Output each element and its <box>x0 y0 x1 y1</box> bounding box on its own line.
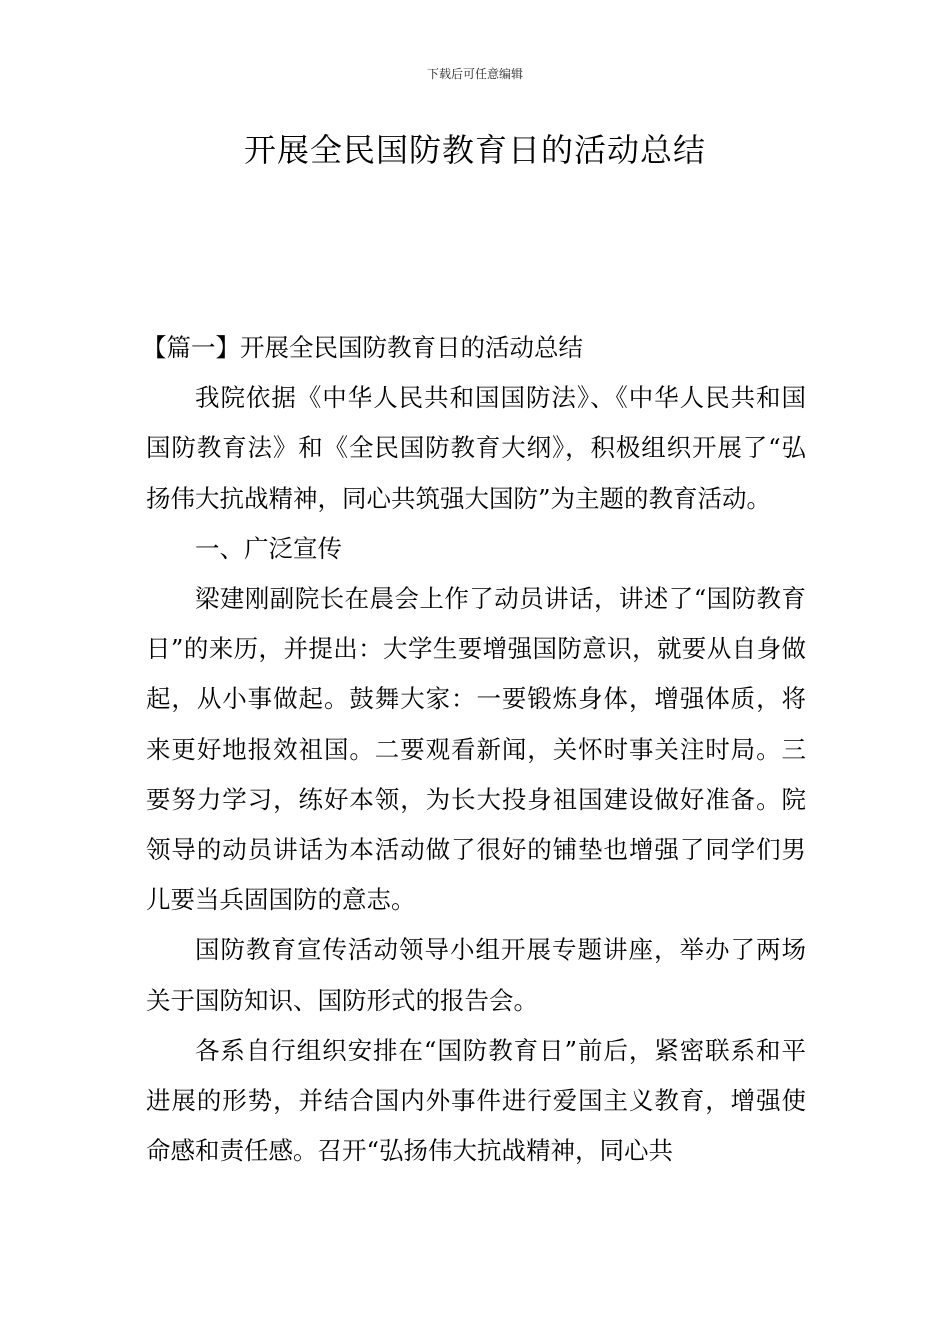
paragraph-lectures: 国防教育宣传活动领导小组开展专题讲座，举办了两场关于国防知识、国防形式的报告会。 <box>146 935 806 1015</box>
document-title: 开展全民国防教育日的活动总结 <box>243 131 706 169</box>
header-note: 下载后可任意编辑 <box>426 67 523 81</box>
paragraph-departments: 各系自行组织安排在“国防教育日”前后，紧密联系和平进展的形势，并结合国内外事件进行爱国主义教育，增强使命感和责任感。召开“弘扬伟大抗战精神，同心共 <box>146 1035 806 1166</box>
paragraph-intro: 我院依据《中华人民共和国国防法》、《中华人民共和国国防教育法》和《全民国防教育大纲》，积极组织开展了“弘扬伟大抗战精神，同心共筑强大国防”为主题的教育活动。 <box>146 383 806 513</box>
subheading-publicity: 一、广泛宣传 <box>195 533 342 563</box>
section-heading: 【篇一】开展全民国防教育日的活动总结 <box>142 333 583 362</box>
paragraph-speech: 梁建刚副院长在晨会上作了动员讲话，讲述了“国防教育日”的来历，并提出：大学生要增强国防意识，就要从自身做起，从小事做起。鼓舞大家：一要锻炼身体，增强体质，将来更好地报效祖国。二要观看新闻，关怀时事关注时局。三要努力学习，练好本领，为长大投身祖国建设做好准备。院领导的动员讲话为本活动做了很好的铺垫也增强了同学们男儿要当兵固国防的意志。 <box>146 584 806 915</box>
document-body <box>142 323 806 1176</box>
